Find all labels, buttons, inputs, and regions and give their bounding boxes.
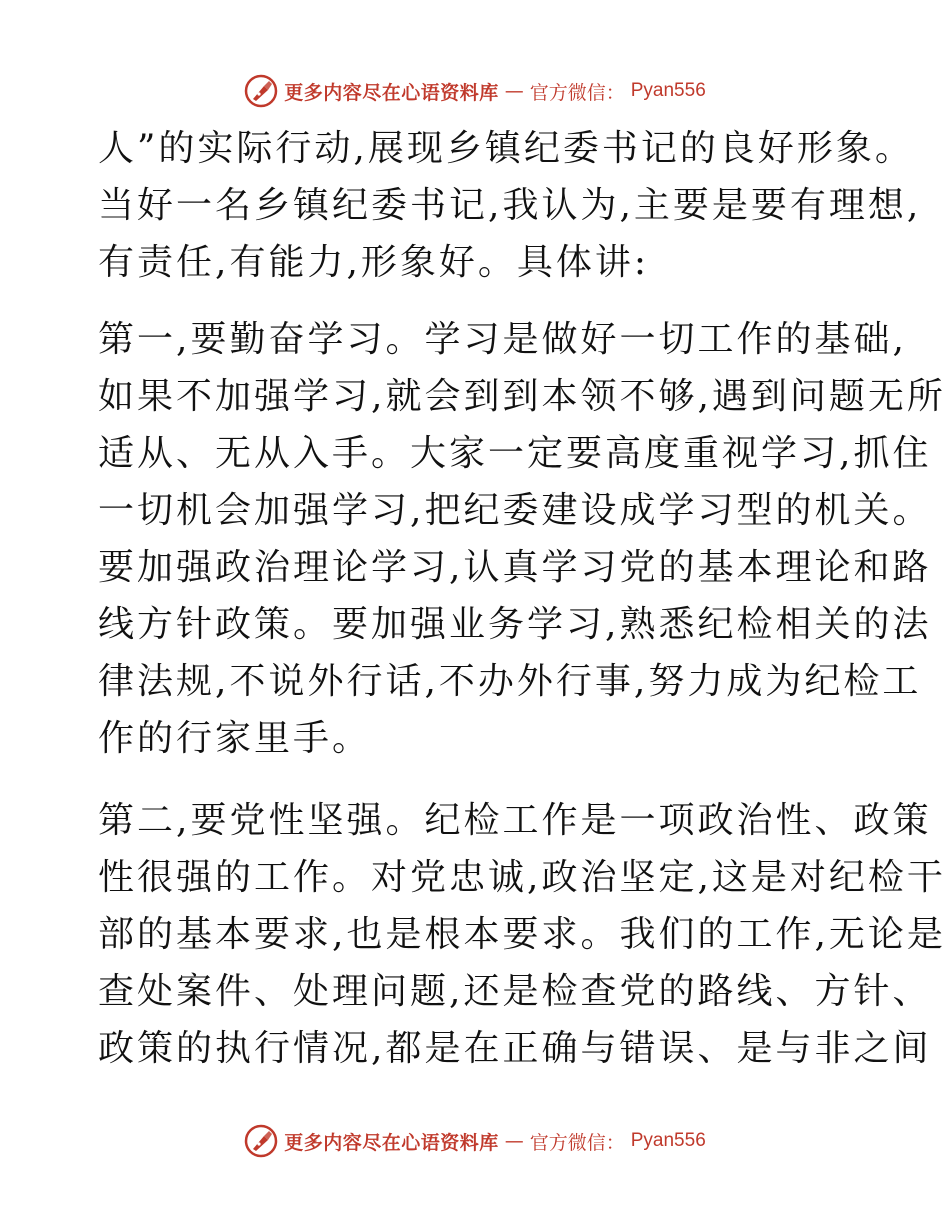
banner-separator: — (504, 80, 524, 102)
body-line: 第一,要勤奋学习。学习是做好一切工作的基础, (98, 319, 907, 360)
body-line: 要加强政治理论学习,认真学习党的基本理论和路 (98, 547, 932, 588)
pen-nib-logo-icon (244, 74, 278, 108)
body-line: 律法规,不说外行话,不办外行事,努力成为纪检工 (98, 661, 922, 702)
body-line: 有责任,有能力,形象好。具体讲: (98, 242, 650, 283)
banner-wechat-label: 官方微信： (529, 81, 625, 104)
header-banner (0, 71, 950, 111)
body-line: 政策的执行情况,都是在正确与错误、是与非之间 (98, 1028, 932, 1069)
banner-separator: — (504, 1130, 524, 1152)
body-line: 第二,要党性坚强。纪检工作是一项政治性、政策 (98, 800, 932, 841)
body-line: 适从、无从入手。大家一定要高度重视学习,抓住 (98, 433, 932, 474)
body-line: 一切机会加强学习,把纪委建设成学习型的机关。 (98, 490, 932, 531)
body-line: 部的基本要求,也是根本要求。我们的工作,无论是 (98, 914, 946, 955)
banner-wechat-label: 官方微信： (529, 1131, 625, 1154)
body-line: 作的行家里手。 (98, 718, 372, 759)
banner-wechat-id: Pyan556 (630, 80, 706, 101)
body-line: 如果不加强学习,就会到到本领不够,遇到问题无所 (98, 376, 946, 417)
body-line: 性很强的工作。对党忠诚,政治坚定,这是对纪检干 (98, 857, 946, 898)
body-line: 线方针政策。要加强业务学习,熟悉纪检相关的法 (98, 604, 932, 645)
body-line: 查处案件、处理问题,还是检查党的路线、方针、 (98, 971, 932, 1012)
footer-banner (0, 1121, 950, 1161)
body-line: 人”的实际行动,展现乡镇纪委书记的良好形象。 (98, 128, 914, 169)
body-line: 当好一名乡镇纪委书记,我认为,主要是要有理想, (98, 185, 922, 226)
pen-nib-logo-icon (244, 1124, 278, 1158)
banner-wechat-id: Pyan556 (630, 1130, 706, 1151)
banner-title: 更多内容尽在心语资料库 (284, 1131, 499, 1154)
banner-title: 更多内容尽在心语资料库 (284, 81, 499, 104)
